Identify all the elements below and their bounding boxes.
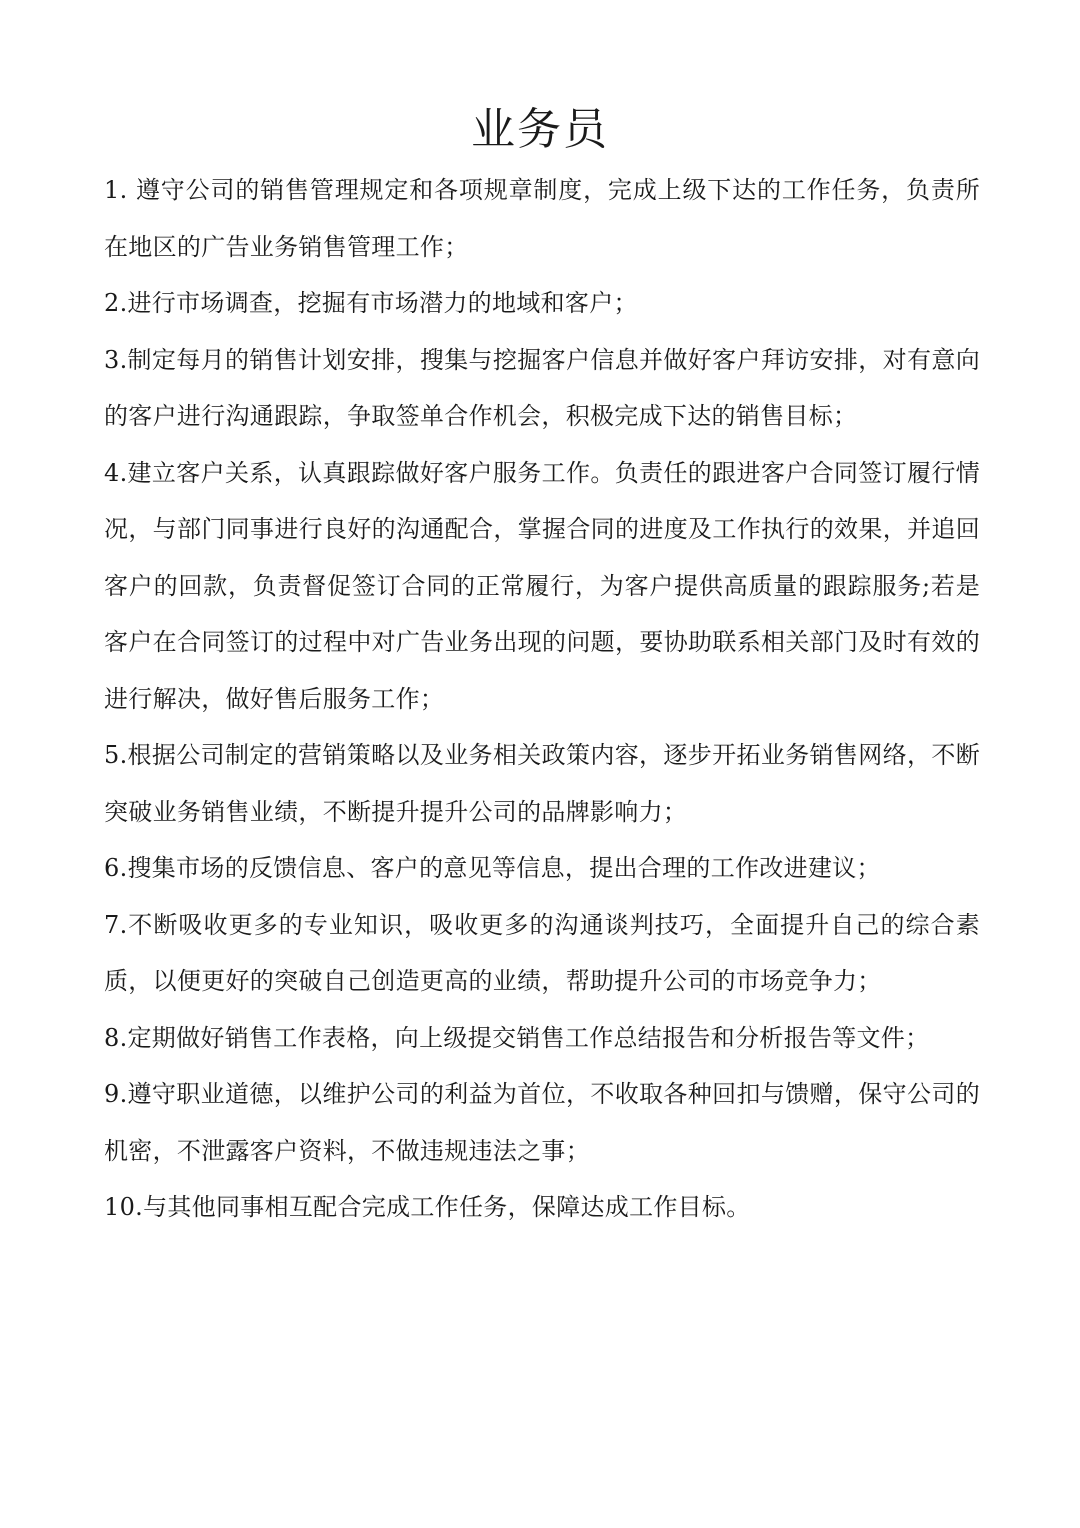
- page-title: 业务员: [471, 104, 609, 155]
- duty-item-9: 9.遵守职业道德，以维护公司的利益为首位，不收取各种回扣与馈赠，保守公司的机密，不泄露客户资料，不做违规违法之事；: [104, 1080, 980, 1165]
- duty-list: [104, 162, 980, 1236]
- duty-item-4: 4.建立客户关系，认真跟踪做好客户服务工作。负责任的跟进客户合同签订履行情况，与部门同事进行良好的沟通配合，掌握合同的进度及工作执行的效果，并追回客户的回款，负责督促签订合同的正常履行，为客户提供高质量的跟踪服务;若是客户在合同签订的过程中对广告业务出现的问题，要协助联系相关部门及时有效的进行解决，做好售后服务工作；: [104, 458, 980, 713]
- duty-item-1: 1. 遵守公司的销售管理规定和各项规章制度，完成上级下达的工作任务，负责所在地区的广告业务销售管理工作；: [104, 176, 980, 261]
- duty-item-2: 2.进行市场调查，挖掘有市场潜力的地域和客户；: [104, 289, 638, 317]
- duty-item-5: 5.根据公司制定的营销策略以及业务相关政策内容，逐步开拓业务销售网络，不断突破业务销售业绩，不断提升提升公司的品牌影响力；: [104, 741, 980, 826]
- duty-item-8: 8.定期做好销售工作表格，向上级提交销售工作总结报告和分析报告等文件；: [104, 1023, 930, 1052]
- duty-item-10: 10.与其他同事相互配合完成工作任务，保障达成工作目标。: [104, 1193, 751, 1221]
- duty-item-3: 3.制定每月的销售计划安排，搜集与挖掘客户信息并做好客户拜访安排，对有意向的客户进行沟通跟踪，争取签单合作机会，积极完成下达的销售目标；: [104, 345, 980, 430]
- duty-item-7: 7.不断吸收更多的专业知识，吸收更多的沟通谈判技巧，全面提升自己的综合素质，以便更好的突破自己创造更高的业绩，帮助提升公司的市场竞争力；: [104, 910, 980, 995]
- duty-item-6: 6.搜集市场的反馈信息、客户的意见等信息，提出合理的工作改进建议；: [104, 854, 881, 882]
